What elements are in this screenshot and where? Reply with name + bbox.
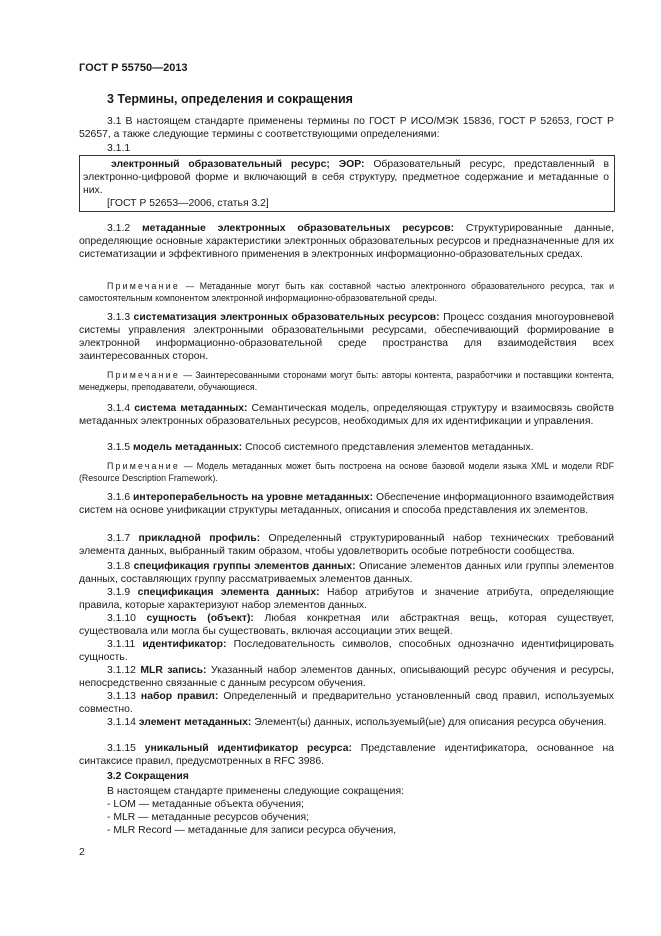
note-1 [79,280,614,304]
abbreviation-item: - LOM — метаданные объекта обучения; [107,799,305,810]
term-3-1-3 [79,311,614,363]
term-number: 3.1.14 [107,717,136,728]
term-number: 3.1.3 [107,312,131,323]
term-definition: Описание элементов данных или группы элементов данных, составляющих группу рассматриваемых элементов данных. [79,561,615,585]
term-3-1-7 [79,532,614,558]
term-name: сущность (объект): [146,613,254,624]
term-definition: Определенный структурированный набор технических требований элемента данных, выбранный таким образом, чтобы удовлетворить особые потребности сообщества. [79,533,615,557]
term-name: идентификатор: [142,639,227,650]
abbreviation-item: - MLR Record — метаданные для записи ресурса обучения, [107,825,397,836]
note-2 [79,369,614,393]
term-3-1-14 [79,716,614,729]
term-3-1-6 [79,491,614,517]
term-name: метаданные электронных образовательных ресурсов: [141,223,455,234]
term-3-1-4 [79,402,614,428]
term-definition: Семантическая модель, определяющая структуру и взаимосвязь свойств метаданных электронных образовательных ресурсов, необходимых для их идентификации и управления. [79,403,614,427]
note-label: Примечание [107,370,180,380]
term-number: 3.1.1 [107,143,131,154]
term-number: 3.1.6 [107,492,131,503]
note-text: — Заинтересованными сторонами могут быть: авторы контента, разработчики и поставщики контента, менеджеры, преподаватели, обучающиеся. [79,370,614,392]
term-definition: Обеспечение информационного взаимодействия систем на основе унификации структуры метаданных, описания и способа представления их элементов. [79,492,615,516]
term-number: 3.1.11 [107,639,136,650]
intro-paragraph: 3.1 В настоящем стандарте применены термины по ГОСТ Р ИСО/МЭК 15836, ГОСТ Р 52653, ГОСТ Р 52657, а также следующие термины с соответствующими определениями: [79,116,614,140]
term-definition: Указанный набор элементов данных, описывающий ресурс обучения и ресурсы, непосредственно связанные с данным ресурсом обучения. [79,665,614,689]
term-name: уникальный идентификатор ресурса: [144,743,352,754]
term-name: модель метаданных: [133,442,243,453]
term-number: 3.1.10 [107,613,136,624]
term-number: 3.1.8 [107,561,131,572]
term-definition: Последовательность символов, способных однозначно идентифицировать сущность. [79,639,615,663]
term-name: элемент метаданных: [138,717,252,728]
term-definition: Способ системного представления элементов метаданных. [242,442,534,453]
abbreviations-heading: 3.2 Сокращения [107,771,189,782]
term-name: систематизация электронных образовательных ресурсов: [133,312,440,323]
term-name: электронный образовательный ресурс; ЭОР: [111,159,365,170]
term-definition: Представление идентификатора, основанное на синтаксисе правил, предусмотренных в RFC 3986. [79,743,614,767]
term-number: 3.1.9 [107,587,131,598]
term-3-1-5 [79,441,614,454]
term-name: спецификация элемента данных: [137,587,320,598]
abbreviations-intro: В настоящем стандарте применены следующие сокращения: [107,786,404,797]
term-3-1-12 [79,664,614,690]
note-text: — Метаданные могут быть как составной частью электронного образовательного ресурса, так и самостоятельным компонентом электронной информационно-образовательной среды. [79,281,614,303]
term-source: [ГОСТ Р 52653—2006, статья 3.2] [107,198,269,209]
note-label: Примечание [107,281,180,291]
term-definition: Набор атрибутов и значение атрибута, определяющие правила, которые характеризуют набор элементов данных. [79,587,614,611]
term-name: интероперабельность на уровне метаданных: [133,492,374,503]
term-3-1-11 [79,638,614,664]
term-number: 3.1.2 [107,223,131,234]
term-3-1-8 [79,560,614,586]
term-name: система метаданных: [134,403,248,414]
term-3-1-2 [79,222,614,261]
term-number: 3.1.13 [107,691,136,702]
term-number: 3.1.15 [107,743,136,754]
term-number: 3.1.12 [107,665,136,676]
term-3-1-1 [79,158,609,210]
term-name: спецификация группы элементов данных: [133,561,356,572]
term-number: 3.1.5 [107,442,131,453]
note-3 [79,460,614,484]
term-3-1-10 [79,612,614,638]
term-definition: Определенный и предварительно установленный свод правил, используемых совместно. [79,691,615,715]
page-number: 2 [79,846,85,858]
term-number: 3.1.7 [107,533,131,544]
term-name: набор правил: [140,691,219,702]
term-definition: Образовательный ресурс, представленный в электронно-цифровой форме и включающий в себя структуру, предметное содержание и метаданные о них. [83,159,609,196]
note-text: — Модель метаданных может быть построена на основе базовой модели языка XML и модели RDF (Resource Description Framework). [79,461,614,483]
term-definition: Любая конкретная или абстрактная вещь, которая существует, существовала или могла бы существовать, включая ассоциации этих вещей. [79,613,614,637]
term-3-1-15 [79,742,614,768]
term-name: прикладной профиль: [138,533,261,544]
abbreviation-item: - MLR — метаданные ресурсов обучения; [107,812,309,823]
term-number: 3.1.4 [107,403,131,414]
document-code: ГОСТ Р 55750—2013 [79,62,188,74]
term-definition: Процесс создания многоуровневой системы управления электронными образовательными ресурсами, обеспечивающий формирование в электронной информационно-образовательной среде пространства для взаимодействия всех заинтересованных сторон. [79,312,614,362]
term-3-1-13 [79,690,614,716]
term-3-1-9 [79,586,614,612]
note-label: Примечание [107,461,180,471]
term-name: MLR запись: [140,665,207,676]
term-definition: Структурированные данные, определяющие основные характеристики электронных образовательных ресурсов и предназначенные для их систематизации и эффективного применения в электронных информационно-образовательных средах. [79,223,614,260]
section-title: 3 Термины, определения и сокращения [107,92,353,106]
term-definition: Элемент(ы) данных, используемый(ые) для описания ресурса обучения. [251,717,607,728]
